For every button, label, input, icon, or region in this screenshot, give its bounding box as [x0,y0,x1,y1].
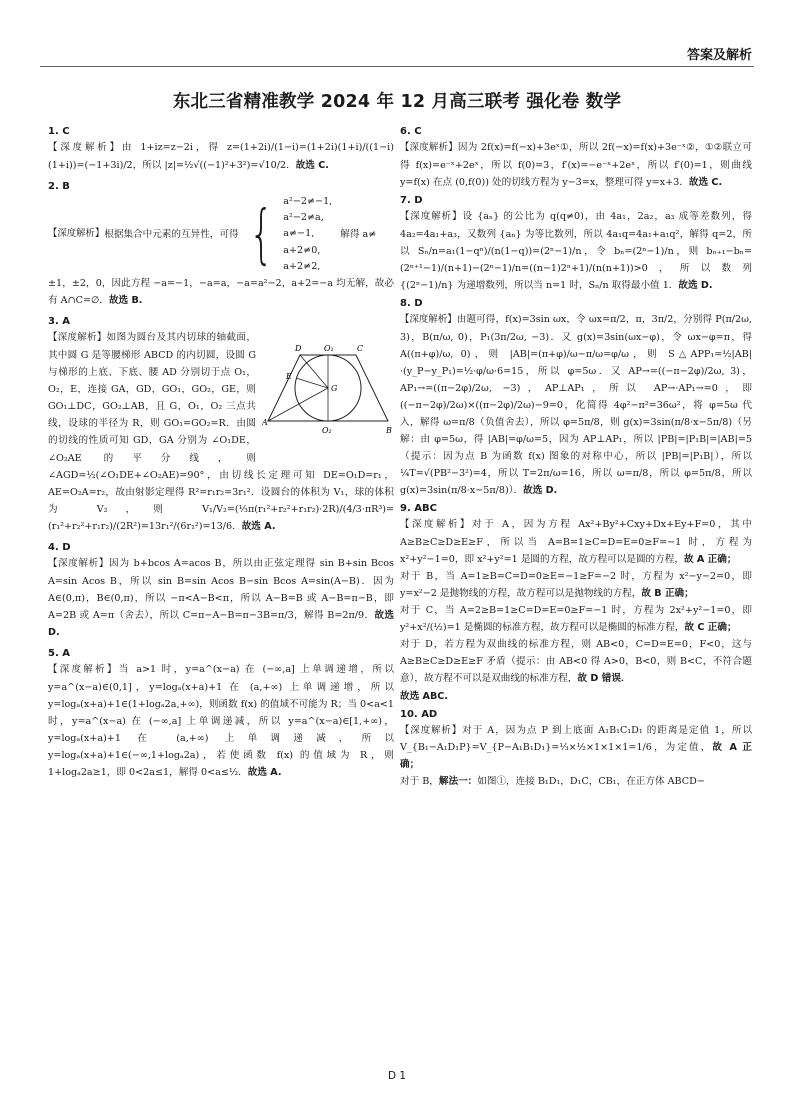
question-2 [48,179,394,310]
label-d: D [295,344,302,354]
question-number: 6. C [400,126,422,137]
label-e: E [286,372,292,382]
question-3 [48,314,394,534]
system-line: a²−2≠a, [283,212,324,224]
question-9 [400,501,752,704]
question-1 [48,124,394,174]
analysis-tag: 【深度解析】 [400,519,472,531]
question-7 [400,193,752,294]
analysis-text: 对于 C，当 A=2≥B=1≥C=D=E=0≥F=−1 时，方程为 2x²+y²−1=0，即 y²+x²/(½)=1 是椭圆的标准方程，故方程可以是椭圆的标准方程， [400,605,752,634]
label-a: A [262,418,268,428]
option-verdict: 故 D 错误． [577,673,631,685]
answer-conclusion: 故选 B. [108,295,143,307]
answer-section-tag: 答案及解析 [686,48,752,63]
answer-conclusion: 故选 A. [241,520,276,532]
question-number: 4. D [48,541,71,553]
system-line: a²−2≠−1, [283,195,333,207]
question-number: 9. ABC [400,503,437,515]
question-number: 3. A [48,316,70,328]
option-verdict: 故 A 正确； [400,742,752,771]
header-rule [40,66,754,67]
question-number: 8. D [400,297,423,309]
analysis-text: ±1，±2，0，因此方程 −a=−1，−a=a，−a=a²−2，a+2=−a 均无解，故必有 A∩C=∅． [48,278,394,307]
question-number: 10. AD [400,708,438,720]
analysis-text: 对于 A，因为点 P 到上底面 A₁B₁C₁D₁ 的距离是定值 1，所以 V_{B₁−A₁D₁P}=V_{P−A₁B₁D₁}=⅓×½×1×1×1=1/6，为定值， [400,724,752,754]
answer-conclusion: 故选 ABC. [400,690,448,702]
system-line: a≠−1, [283,228,315,240]
right-column [400,124,752,792]
analysis-tag: 【深度解析】 [400,142,458,153]
analysis-lead: 根据集合中元素的互异性，可得 [104,229,239,240]
option-verdict: 故 B 正确； [641,588,694,600]
analysis-text: 对于 A，因为方程 Ax²+By²+Cxy+Dx+Ey+F=0，其中 A≥B≥C≥D≥E≥F，所以当 A=B=1≥C=D=E=0≥F=−1 时，方程为 x²+y²−1=0，即 x²+y²=1 是圆的方程，故方程可以是圆的方程， [400,519,752,565]
analysis-text: 对于 B， [400,776,439,788]
question-8 [400,296,752,499]
system-line: a+2≠0, [283,244,321,256]
analysis-tag: 【深度解析】 [400,313,457,325]
answer-conclusion: 故选 D. [523,485,558,497]
page-number: D 1 [387,1070,407,1082]
analysis-text: 如图为圆台及其内切球的轴截面，其中圆 G 是等腰梯形 ABCD 的内切圆，设圆 G 与梯形的上底、下底、腰 AD 分别切于点 O₁，O₂，E，连接 GA，GD，GO₁，GO₂，GE，则 GO₁⊥DC，GO₂⊥AB，且 G，O₁，O₂ 三点共线，设球的半径为 R，则 GO₁=GO₂=R．由圆的切线的性质可知 GD，GA 分别为 ∠O₁DE，∠O₂AE 的平分线，则 ∠AGD=½(∠O₁DE+∠O₂AE)=90°，由切线长定理可知 DE=O₁D=r₁，AE=O₂A=r₂，故由射影定理得 R²=r₁r₂=3r₁²．设圆台的体积为 V₁，球的体积为 V₂，则 V₁/V₂=(⅓π(r₁²+r₂²+r₁r₂)·2R)/(4/3·πR³)=(r₁²+r₂²+r₁r₂)/(2R²)=13r₁²/(6r₁²)=13/6． [48,332,394,532]
analysis-tag: 【深度解析】 [48,228,105,240]
left-brace: { [248,197,274,272]
system-line: a+2≠2, [283,260,321,272]
option-verdict: 故 C 正确； [684,622,737,634]
question-number: 2. B [48,180,70,192]
answer-conclusion: 故选 C. [688,176,723,188]
analysis-tag: 【深度解析】 [400,210,463,222]
page-title: 东北三省精准教学 2024 年 12 月高三联考 强化卷 数学 [172,92,622,112]
analysis-text: 如图①，连接 B₁D₁，D₁C，CB₁，在正方体 ABCD− [477,776,705,788]
question-number: 1. C [48,126,70,137]
label-o1: O₁ [324,344,334,354]
analysis-tag: 【深度解析】 [48,663,119,675]
system-result: 解得 a≠ [340,229,377,240]
analysis-tag: 【深度解析】 [400,724,463,736]
label-o2: O₂ [322,426,332,436]
answer-conclusion: 故选 D. [678,279,713,291]
question-6 [400,124,752,191]
analysis-text: 由 1+iz=z−2i，得 z=(1+2i)/(1−i)=(1+2i)(1+i)/((1−i)(1+i))=(−1+3i)/2，所以 |z|=½√((−1)²+3²)=√10/2． [48,142,394,171]
method-label: 解法一： [438,776,478,788]
analysis-text: 对于 B，当 A=1≥B=C=D=0≥E=−1≥F=−2 时，方程为 x²−y−2=0，即 y=x²−2 是抛物线的方程，故方程可以是抛物线的方程， [400,571,752,600]
analysis-tag: 【深度解析】 [48,142,122,153]
question-number: 5. A [48,647,70,659]
analysis-tag: 【深度解析】 [48,332,107,344]
answer-conclusion: 故选 C. [295,159,329,171]
analysis-text: 对于 D，若方程为双曲线的标准方程，则 AB<0，C=D=E=0，F<0，这与 A≥B≥C≥D≥E≥F 矛盾（提示：由 AB<0 得 A>0，B<0，则 B<C，不符合题意），故方程不可以是双曲线的标准方程， [400,639,752,685]
analysis-tag: 【深度解析】 [48,557,110,569]
analysis-text: 当 a>1 时，y=a^(x−a) 在 (−∞,a] 上单调递增，所以 y=a^(x−a)∈(0,1]，y=logₐ(x+a)+1 在 (a,+∞) 上单调递增，所以 y=logₐ(x+a)+1∈(1+logₐ2a,+∞)，则函数 f(x) 的值域不可能为 R；当 0<a<1 时，y=a^(x−a) 在 (−∞,a] 上单调递减，所以 y=a^(x−a)∈[1,+∞)，y=logₐ(x+a)+1 在 (a,+∞) 上单调递减，所以 y=logₐ(x+a)+1∈(−∞,1+logₐ2a)，若使函数 f(x) 的值域为 R，则 1+logₐ2a≥1，即 0<2a≤1，解得 0<a≤½． [48,663,394,778]
question-4 [48,540,394,641]
question-10 [400,707,752,791]
label-b: B [386,426,392,436]
option-verdict: 故 A 正确； [683,554,737,565]
question-number: 7. D [400,194,423,206]
answer-conclusion: 故选 D. [48,609,394,638]
analysis-text: 由题可得，f(x)=3sin ωx，令 ωx=π/2，π，3π/2，分别得 P(π/2ω, 3)，B(π/ω, 0)，P₁(3π/2ω, −3)．又 g(x)=3sin(ωx−φ)，令 ωx−φ=π，得 A((π+φ)/ω, 0)，则 |AB|=(π+φ)/ω−π/ω=φ/ω，则 S△APP₁=½|AB|·(y_P−y_P₁)=½·φ/ω·6=15，所以 φ=5ω．又 AP→=((−π−2φ)/2ω, 3)，AP₁→=((π−2φ)/2ω, −3)，AP⊥AP₁，所以 AP→·AP₁→=0，即 ((−π−2φ)/2ω)×((π−2φ)/2ω)−9=0，化简得 4φ²−π²=36ω²，将 φ=5ω 代入，解得 ω=π/8（负值舍去），所以 φ=5π/8，则 g(x)=3sin(π/8·x−5π/8)（另解：由 φ=5ω，得 |AB|=φ/ω=5，因为 AP⊥AP₁，所以 |PB|=|P₁B|=|AB|=5（提示：因为点 B 为函数 f(x) 图象的对称中心，所以 |PB|=|P₁B|），所以 ¼T=√(PB²−3²)=4，所以 T=2π/ω=16，所以 ω=π/8，所以 φ=5π/8，所以 g(x)=3sin(π/8·x−5π/8)）． [400,313,752,497]
left-column [48,124,394,783]
inequality-system-row [48,194,394,275]
analysis-text: 设 {aₙ} 的公比为 q(q≠0)，由 4a₁，2a₂，a₃ 成等差数列，得 4a₂=4a₁+a₃，又数列 {aₙ} 为等比数列，所以 4a₁q=4a₁+a₁q²，解得 q=2，所以 Sₙ/n=a₁(1−qⁿ)/(n(1−q))=(2ⁿ−1)/n，令 bₙ=(2ⁿ−1)/n，则 bₙ₊₁−bₙ=(2ⁿ⁺¹−1)/(n+1)−(2ⁿ−1)/n=((n−1)2ⁿ+1)/(n(n+1))>0，所以数列 {(2ⁿ−1)/n} 为递增数列，所以当 n=1 时，Sₙ/n 取得最小值 1． [400,210,752,291]
inequality-system [283,194,332,275]
answer-conclusion: 故选 A. [247,766,282,778]
label-c: C [357,344,364,354]
analysis-text: 因为 2f(x)=f(−x)+3eˣ①，所以 2f(−x)=f(x)+3e⁻ˣ②，①②联立可得 f(x)=e⁻ˣ+2eˣ，所以 f(0)=3，f′(x)=−e⁻ˣ+2eˣ，所以 f′(0)=1，则曲线 y=f(x) 在点 (0,f(0)) 处的切线方程为 y−3=x，整理可得 y=x+3． [400,142,752,188]
question-5 [48,646,394,781]
frustum-cross-section-figure [262,329,394,447]
label-g: G [331,384,338,394]
analysis-text: 因为 b+bcos A=acos B，所以由正弦定理得 sin B+sin Bcos A=sin Acos B，所以 sin B=sin Acos B−sin Bcos A=sin(A−B)．因为 A∈(0,π)，B∈(0,π)，所以 −π<A−B<π，所以 A−B=B 或 A−B=π−B，即 A=2B 或 A=π（舍去），所以 C=π−A−B=π−3B=π/3，解得 B=2π/9． [48,557,394,621]
